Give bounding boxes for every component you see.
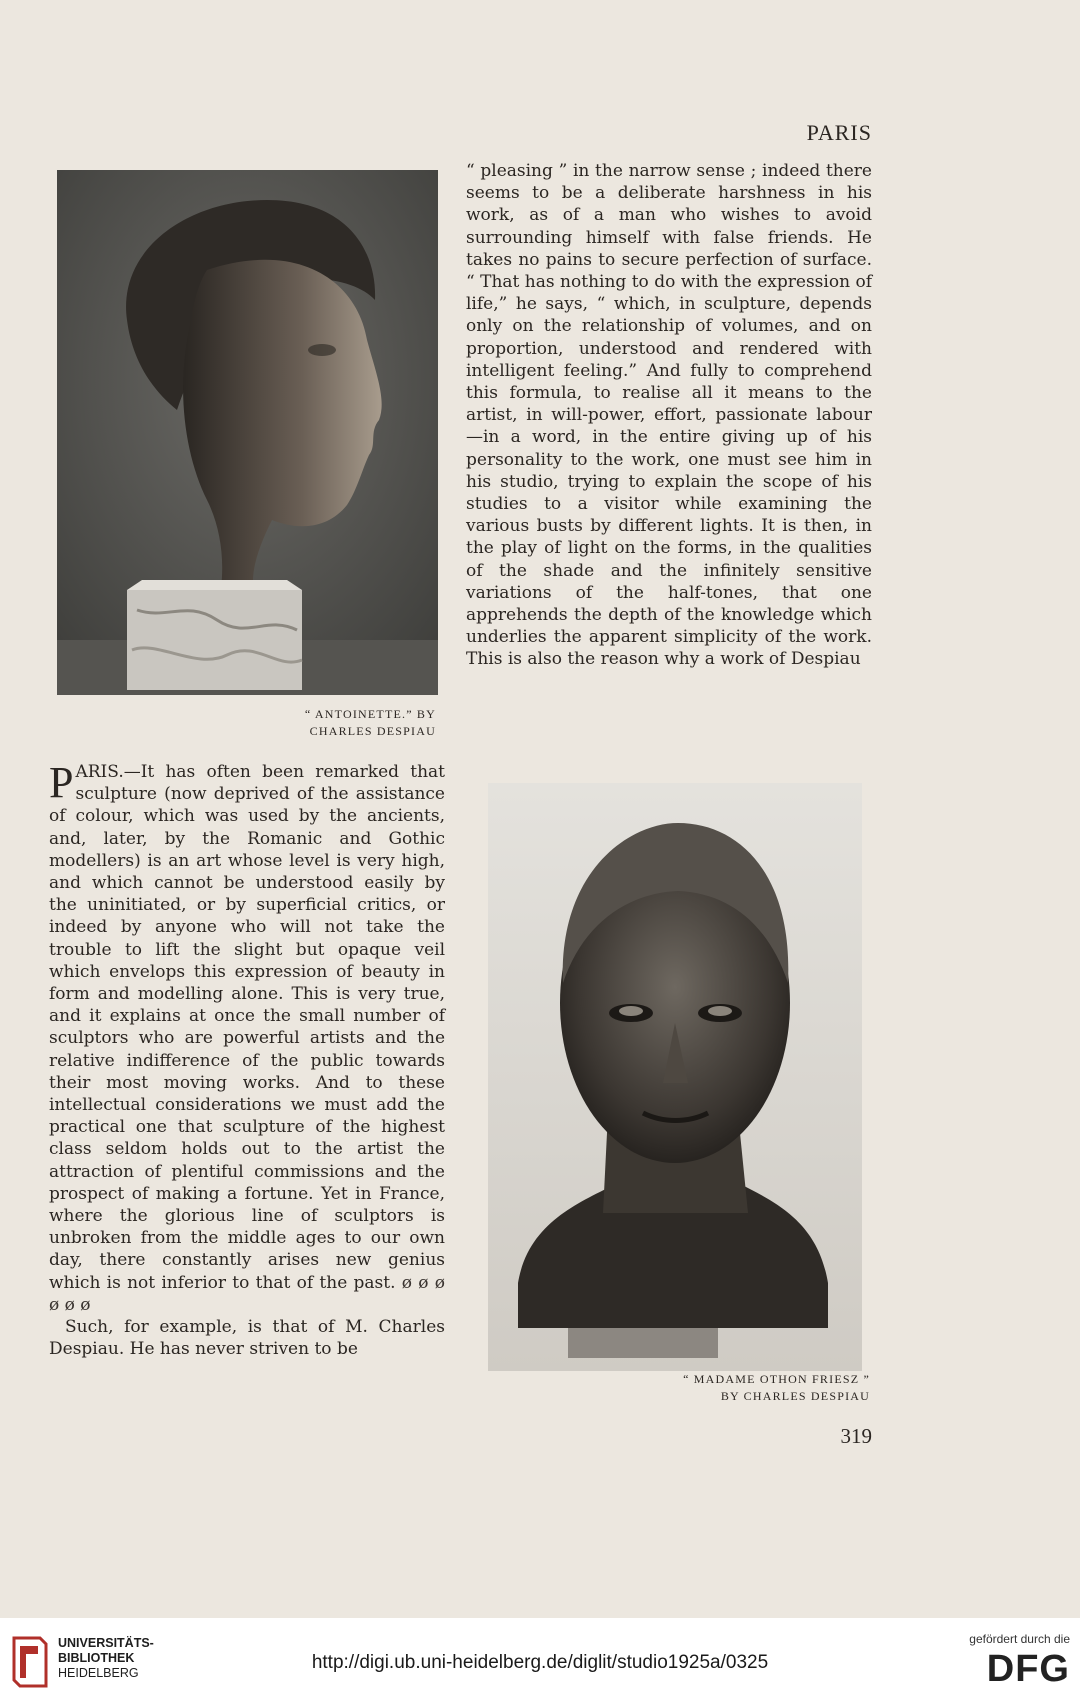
footer-bar: [0, 1618, 1080, 1705]
library-emblem-icon: [10, 1634, 50, 1690]
photo-madame-othon-friesz-bust: [488, 783, 862, 1371]
paragraph-body: ARIS.—It has often been remarked that sculpture (now deprived of the assistance of colour, which was used by the ancients, and, later, by the Romanic and Gothic modellers) is an art whose level is very high, and which cannot be understood easily by the uninitiated, or by superficial critics, or indeed by anyone who will not take the trouble to lift the slight but opaque veil which envelops this expression of beauty in form and modelling alone. This is very true, and it explains at once the small number of sculptors who are powerful artists and the relative indifference of the public towards their most moving works. And to these intellectual considerations we must add the practical one that sculpture of the highest class seldom holds out to the artist the attraction of plentiful commissions and the prospect of making a fortune. Yet in France, where the glorious line of sculptors is unbroken from the middle ages to our own day, there constantly arises new genius which is not inferior to that of the past.: [49, 762, 445, 1293]
caption-line: “ ANTOINETTE.” BY: [304, 707, 436, 721]
library-name-line: HEIDELBERG: [58, 1666, 139, 1680]
caption-line: “ MADAME OTHON FRIESZ ”: [683, 1372, 870, 1386]
paragraph: “ pleasing ” in the narrow sense ; indeed there seems to be a deliberate harshness in his work, as of a man who wishes to avoid surrounding himself with false friends. He takes no pains to secure perfection of surface. “ That has nothing to do with the expression of life,” he says, “ which, in sculpture, depends only on the relationship of volumes, and on proportion, understood and rendered with intelligent feeling.” And fully to comprehend this formula, to realise all it means to the artist, in will-power, effort, passionate labour—in a word, in the entire giving up of his personality to the work, one must see him in his studio, trying to explain the scope of his studies to a visitor while examining the various busts by different lights. It is then, in the play of light on the forms, in the qualities of the shade and the infinitely sensitive variations of the half-tones, that one apprehends the depth of the knowledge which underlies the apparent simplicity of the work. This is also the reason why a work of Despiau: [466, 161, 872, 670]
right-column-text: [466, 160, 872, 671]
dfg-logo: DFG: [986, 1648, 1070, 1690]
library-name-line: UNIVERSITÄTS-: [58, 1636, 154, 1650]
caption-line: BY CHARLES DESPIAU: [720, 1389, 870, 1403]
paragraph: [49, 758, 445, 1316]
caption-antoinette: [230, 706, 436, 740]
paragraph: Such, for example, is that of M. Charles Despiau. He has never striven to be: [49, 1317, 445, 1360]
photo-antoinette-bust: [57, 170, 438, 695]
permalink-url[interactable]: http://digi.ub.uni-heidelberg.de/diglit/studio1925a/0325: [311, 1652, 769, 1673]
caption-madame-othon-friesz: [620, 1371, 870, 1405]
ornament-row: ø ø ø ø ø ø: [49, 1272, 445, 1315]
caption-line: CHARLES DESPIAU: [309, 724, 436, 738]
funder-block[interactable]: [950, 1632, 1070, 1690]
library-logo[interactable]: [10, 1634, 160, 1694]
library-name-line: BIBLIOTHEK: [58, 1651, 135, 1665]
drop-cap: P: [49, 758, 74, 807]
funder-label: gefördert durch die: [969, 1632, 1070, 1646]
running-head: PARIS: [806, 120, 872, 145]
left-column-text: [49, 758, 445, 1360]
page-number: 319: [840, 1424, 872, 1448]
